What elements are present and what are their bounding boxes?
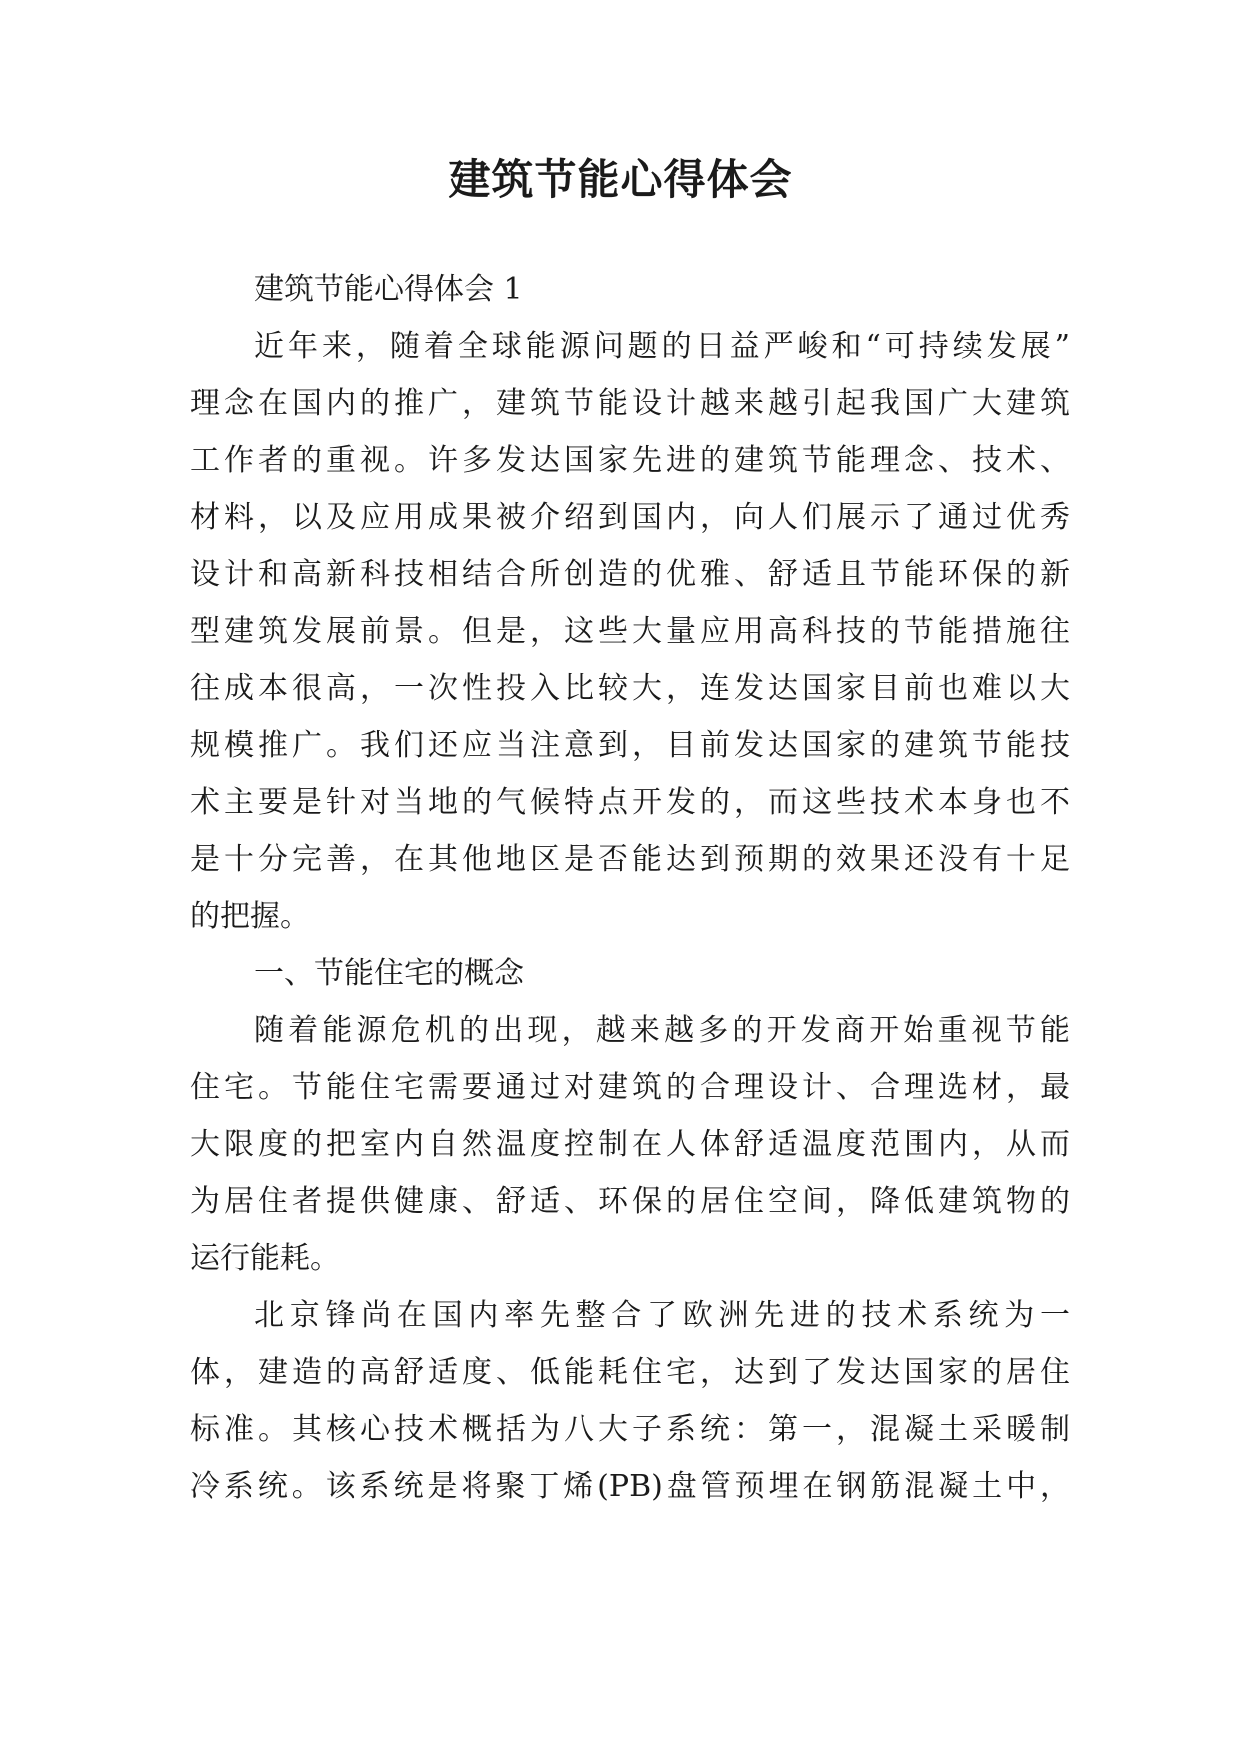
paragraph-line: 大限度的把室内自然温度控制在人体舒适温度范围内，从而 xyxy=(190,1127,1070,1162)
paragraph-line: 随着能源危机的出现，越来越多的开发商开始重视节能 xyxy=(254,1013,1070,1048)
paragraph-line: 北京锋尚在国内率先整合了欧洲先进的技术系统为一 xyxy=(254,1298,1070,1333)
paragraph-line: 理念在国内的推广，建筑节能设计越来越引起我国广大建筑 xyxy=(190,386,1070,421)
paragraph-line: 型建筑发展前景。但是，这些大量应用高科技的节能措施往 xyxy=(190,614,1070,649)
paragraph-line: 为居住者提供健康、舒适、环保的居住空间，降低建筑物的 xyxy=(190,1184,1070,1219)
paragraph-line: 住宅。节能住宅需要通过对建筑的合理设计、合理选材，最 xyxy=(190,1070,1070,1105)
paragraph-line: 规模推广。我们还应当注意到，目前发达国家的建筑节能技 xyxy=(190,728,1070,763)
paragraph-line: 工作者的重视。许多发达国家先进的建筑节能理念、技术、 xyxy=(190,443,1070,478)
paragraph-line: 是十分完善，在其他地区是否能达到预期的效果还没有十足 xyxy=(190,842,1070,877)
paragraph-line: 标准。其核心技术概括为八大子系统：第一，混凝土采暖制 xyxy=(190,1412,1070,1447)
paragraph-line: 体，建造的高舒适度、低能耗住宅，达到了发达国家的居住 xyxy=(190,1355,1070,1390)
section-heading: 一、节能住宅的概念 xyxy=(254,956,524,991)
paragraph-line: 的把握。 xyxy=(190,899,310,934)
paragraph-line: 材料，以及应用成果被介绍到国内，向人们展示了通过优秀 xyxy=(190,500,1070,535)
document-title: 建筑节能心得体会 xyxy=(448,155,793,204)
paragraph-line: 往成本很高，一次性投入比较大，连发达国家目前也难以大 xyxy=(190,671,1070,706)
paragraph-line: 设计和高新科技相结合所创造的优雅、舒适且节能环保的新 xyxy=(190,557,1070,592)
paragraph-line: 近年来，随着全球能源问题的日益严峻和“可持续发展” xyxy=(254,329,1070,364)
paragraph-line: 冷系统。该系统是将聚丁烯(PB)盘管预埋在钢筋混凝土中， xyxy=(190,1469,1070,1504)
section-heading: 建筑节能心得体会 1 xyxy=(254,272,523,307)
paragraph-line: 术主要是针对当地的气候特点开发的，而这些技术本身也不 xyxy=(190,785,1070,820)
paragraph-line: 运行能耗。 xyxy=(190,1241,340,1276)
